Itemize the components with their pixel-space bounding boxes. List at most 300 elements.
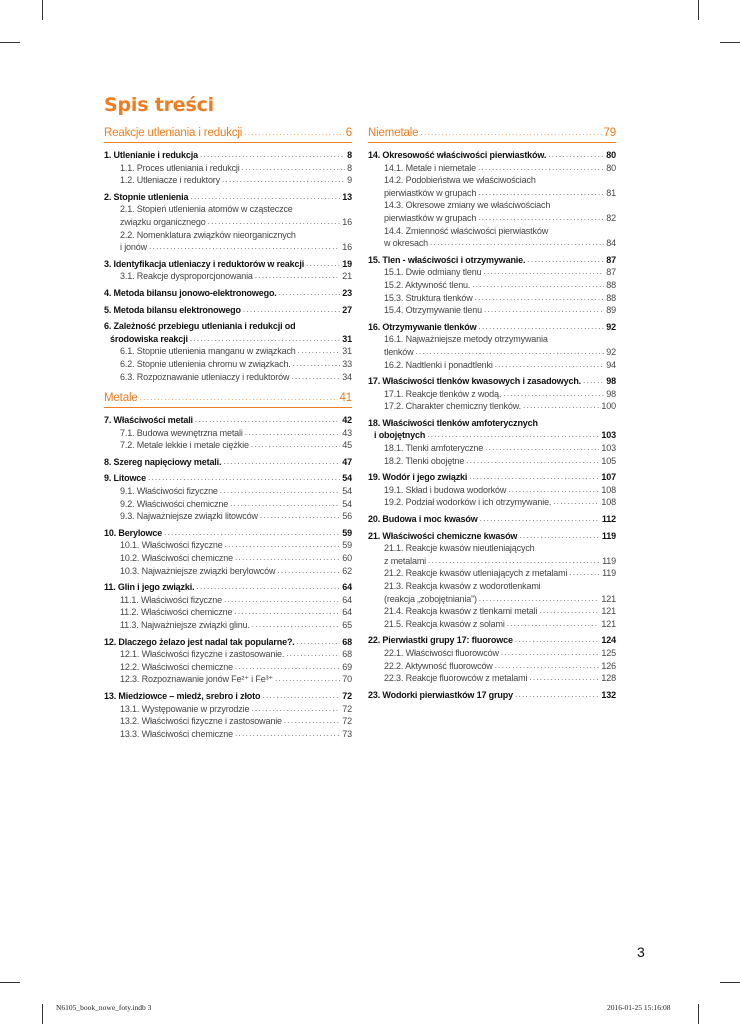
- dot-leader: [284, 715, 340, 728]
- toc-subentry[interactable]: [368, 199, 616, 212]
- toc-entry-title: 18.1. Tlenki amfoteryczne: [384, 443, 484, 454]
- dot-leader: [225, 539, 341, 552]
- toc-entry-title: 15.4. Otrzymywanie tlenu: [384, 305, 482, 316]
- toc-entry-title: 11.2. Właściwości chemiczne: [120, 607, 233, 618]
- toc-page-number: 72: [342, 716, 352, 727]
- toc-entry-title: środowiska reakcji: [110, 333, 188, 344]
- toc-subentry[interactable]: [104, 162, 352, 175]
- toc-entry-title: Metale: [104, 392, 138, 405]
- toc-page-number: 31: [342, 333, 352, 344]
- toc-page-number: 121: [601, 606, 616, 617]
- toc-entry-title: 12.2. Właściwości chemiczne: [120, 661, 233, 672]
- toc-subentry[interactable]: [368, 580, 616, 593]
- toc-page-number: 43: [342, 427, 352, 438]
- toc-chapter[interactable]: [104, 149, 352, 162]
- toc-page-number: 119: [602, 568, 616, 579]
- toc-page-number: 124: [601, 635, 616, 646]
- dot-leader: [255, 270, 341, 283]
- toc-page-number: 56: [342, 511, 352, 522]
- toc-chapter[interactable]: [104, 258, 352, 271]
- toc-subentry[interactable]: [368, 484, 616, 497]
- toc-chapter[interactable]: [368, 254, 616, 267]
- toc-page-number: 41: [339, 392, 352, 405]
- crop-mark: [0, 42, 20, 43]
- toc-entry-title: 13.3. Właściwości chemiczne: [120, 728, 233, 739]
- toc-entry-title: 16. Otrzymywanie tlenków: [368, 321, 477, 332]
- toc-entry-title: 1. Utlenianie i redukcja: [104, 150, 198, 160]
- toc-entry-title: tlenków: [384, 346, 414, 357]
- toc-page-number: 121: [601, 593, 616, 604]
- dot-leader: [190, 191, 340, 204]
- toc-page-number: 100: [601, 401, 616, 412]
- toc-chapter[interactable]: [368, 321, 616, 334]
- toc-entry-title: 21.2. Reakcje kwasów utleniających z metalami: [384, 568, 568, 579]
- dot-leader: [149, 241, 340, 254]
- toc-page-number: 112: [601, 514, 616, 525]
- dot-leader: [529, 672, 599, 685]
- toc-entry-title: pierwiastków w grupach: [384, 212, 477, 223]
- dot-leader: [279, 287, 341, 300]
- toc-chapter[interactable]: [104, 191, 352, 204]
- toc-chapter[interactable]: [368, 634, 616, 647]
- dot-leader: [475, 292, 605, 305]
- dot-leader: [427, 429, 599, 442]
- dot-leader: [483, 266, 604, 279]
- toc-page-number: 121: [601, 618, 616, 629]
- toc-page-number: 119: [602, 555, 616, 566]
- dot-leader: [515, 689, 599, 702]
- toc-entry-title: 19.1. Skład i budowa wodorków: [384, 484, 507, 495]
- dot-leader: [515, 634, 600, 647]
- toc-entry-title: 18. Właściwości tlenków amfoterycznych: [368, 417, 538, 428]
- dot-leader: [527, 254, 604, 267]
- crop-mark: [698, 1004, 699, 1024]
- toc-entry-title: 7.1. Budowa wewnętrzna metali: [120, 427, 243, 438]
- crop-mark: [720, 42, 740, 43]
- toc-entry-title: 13. Miedziowce – miedź, srebro i złoto: [104, 690, 261, 701]
- toc-subentry[interactable]: [368, 162, 616, 175]
- page-number: 3: [637, 944, 645, 960]
- toc-entry-title: 23. Wodorki pierwiastków 17 grupy: [368, 689, 513, 700]
- toc-subentry[interactable]: [104, 565, 352, 578]
- toc-page-number: 105: [601, 455, 616, 466]
- dot-leader: [503, 388, 604, 401]
- toc-entry-title: i jonów: [120, 242, 147, 253]
- dot-leader: [196, 581, 340, 594]
- dot-leader: [466, 455, 599, 468]
- toc-entry-title: 21.3. Reakcja kwasów z wodorotlenkami: [384, 581, 541, 591]
- dot-leader: [478, 187, 604, 200]
- dot-leader: [485, 442, 599, 455]
- dot-leader: [223, 456, 340, 469]
- dot-leader: [252, 619, 340, 632]
- toc-subentry[interactable]: [368, 455, 616, 468]
- toc-subentry[interactable]: [104, 703, 352, 716]
- toc-page-number: 98: [606, 376, 616, 387]
- toc-subentry[interactable]: [104, 371, 352, 384]
- toc-subentry[interactable]: [368, 400, 616, 413]
- toc-page-number: 31: [342, 346, 352, 357]
- dot-leader: [245, 427, 341, 440]
- toc-subentry[interactable]: [104, 728, 352, 741]
- dot-leader: [306, 258, 340, 271]
- toc-subentry[interactable]: [368, 567, 616, 580]
- toc-chapter[interactable]: [104, 456, 352, 469]
- toc-entry-title: 4. Metoda bilansu jonowo-elektronowego.: [104, 287, 277, 298]
- toc-entry-title: 12.3. Rozpoznawanie jonów Fe²⁺ i Fe³⁺: [120, 674, 274, 685]
- toc-section[interactable]: [104, 391, 352, 408]
- toc-page-number: 132: [601, 689, 616, 700]
- dot-leader: [297, 636, 341, 649]
- toc-page-number: 34: [342, 371, 352, 382]
- dot-leader: [478, 321, 604, 334]
- toc-page-number: 59: [342, 527, 352, 538]
- toc-page-number: 98: [606, 388, 616, 399]
- toc-entry-title: 22. Pierwiastki grupy 17: fluorowce: [368, 635, 513, 646]
- toc-page-number: 68: [342, 636, 352, 647]
- dot-leader: [208, 216, 341, 229]
- toc-page-number: 54: [342, 498, 352, 509]
- dot-leader: [298, 345, 341, 358]
- toc-page-number: 69: [342, 661, 352, 672]
- dot-leader: [222, 174, 345, 187]
- dot-leader: [230, 498, 340, 511]
- toc-entry-title: 6. Zależność przebiegu utleniania i redukcji od: [104, 321, 296, 332]
- toc-subentry[interactable]: [368, 605, 616, 618]
- toc-subentry[interactable]: [368, 187, 616, 200]
- toc-entry-title: 11.3. Najważniejsze związki glinu.: [120, 620, 250, 630]
- dot-leader: [235, 552, 340, 565]
- dot-leader: [234, 606, 340, 619]
- toc-page-number: 13: [342, 191, 352, 202]
- toc-right-column: [368, 126, 616, 701]
- toc-subentry[interactable]: [368, 672, 616, 685]
- toc-chapter[interactable]: [104, 636, 352, 649]
- toc-entry-title: 1.1. Proces utleniania i redukcji: [120, 162, 240, 173]
- toc-subentry[interactable]: [368, 237, 616, 250]
- toc-page-number: 108: [601, 484, 616, 495]
- toc-page-number: 82: [606, 212, 616, 223]
- toc-entry-title: 14.3. Okresowe zmiany we właściwościach: [384, 200, 551, 211]
- toc-entry-title: 17. Właściwości tlenków kwasowych i zasadowych.: [368, 376, 582, 387]
- toc-entry-title: 2. Stopnie utlenienia: [104, 191, 189, 202]
- toc-subentry[interactable]: [368, 266, 616, 279]
- toc-entry-title: 10.2. Właściwości chemiczne: [120, 553, 233, 564]
- toc-page-number: 64: [342, 594, 352, 605]
- toc-page-number: 108: [601, 497, 616, 508]
- toc-entry-title: 17.1. Reakcje tlenków z wodą.: [384, 388, 502, 399]
- toc-page-number: 21: [342, 271, 352, 282]
- toc-entry-title: 3.1. Reakcje dysproporcjonowania: [120, 271, 253, 282]
- toc-entry-title: 1.2. Utleniacze i reduktory: [120, 175, 220, 186]
- toc-entry-title: 5. Metoda bilansu elektronowego: [104, 304, 241, 315]
- toc-chapter[interactable]: [104, 414, 352, 427]
- toc-entry-title: związku organicznego: [120, 216, 206, 227]
- toc-page-number: 33: [342, 358, 352, 369]
- toc-page-number: 126: [601, 660, 616, 671]
- toc-entry-title: 19. Wodór i jego związki: [368, 472, 468, 483]
- toc-entry-title: 6.2. Stopnie utlenienia chromu w związkach.: [120, 358, 291, 369]
- toc-entry-title: 16.1. Najważniejsze metody otrzymywania: [384, 334, 548, 345]
- toc-chapter[interactable]: [368, 149, 616, 162]
- toc-page-number: 79: [603, 127, 616, 139]
- toc-chapter[interactable]: [368, 429, 616, 442]
- toc-page-number: 9: [347, 175, 352, 186]
- toc-entry-title: 7.2. Metale lekkie i metale ciężkie: [120, 440, 249, 451]
- dot-leader: [235, 661, 340, 674]
- toc-entry-title: 9.2. Właściwości chemiczne: [120, 498, 229, 509]
- toc-chapter[interactable]: [104, 304, 352, 317]
- dot-leader: [251, 703, 340, 716]
- toc-subentry[interactable]: [104, 594, 352, 607]
- toc-subentry[interactable]: [368, 174, 616, 187]
- crop-mark: [720, 982, 740, 983]
- toc-entry-title: pierwiastków w grupach: [384, 187, 477, 198]
- toc-chapter[interactable]: [104, 320, 352, 333]
- crop-mark: [698, 0, 699, 20]
- toc-entry-title: 12. Dlaczego żelazo jest nadal tak popularne?.: [104, 636, 295, 647]
- toc-chapter[interactable]: [104, 287, 352, 300]
- dot-leader: [242, 162, 346, 175]
- toc-subentry[interactable]: [368, 647, 616, 660]
- toc-entry-title: 17.2. Charakter chemiczny tlenków.: [384, 401, 521, 412]
- dot-leader: [478, 212, 604, 225]
- toc-subentry[interactable]: [104, 606, 352, 619]
- toc-subentry[interactable]: [104, 661, 352, 674]
- toc-page-number: 72: [342, 703, 352, 714]
- toc-page-number: 119: [601, 530, 616, 541]
- toc-page-number: 107: [601, 472, 616, 483]
- toc-page-number: 54: [342, 486, 352, 497]
- toc-entry-title: 10.3. Najważniejsze związki berylowców: [120, 565, 276, 576]
- dot-leader: [220, 485, 341, 498]
- toc-subentry[interactable]: [368, 212, 616, 225]
- toc-entry-title: 21.1. Reakcje kwasów nieutleniających: [384, 543, 535, 554]
- toc-chapter[interactable]: [368, 513, 616, 526]
- toc-entry-title: 11.1. Właściwości fizyczne: [120, 594, 222, 605]
- toc-entry-title: 6.3. Rozpoznawanie utleniaczy i reduktorów: [120, 371, 290, 382]
- toc-subentry[interactable]: [368, 593, 616, 606]
- toc-chapter[interactable]: [368, 689, 616, 702]
- dot-leader: [420, 126, 601, 140]
- toc-entry-title: 10. Berylowce: [104, 527, 163, 538]
- toc-subentry[interactable]: [368, 279, 616, 292]
- footer-file: N6105_book_nowe_foty.indb 3: [56, 1003, 152, 1012]
- toc-subentry[interactable]: [104, 216, 352, 229]
- dot-leader: [235, 728, 340, 741]
- toc-page-number: 62: [342, 565, 352, 576]
- toc-page-number: 47: [342, 456, 352, 467]
- toc-entry-title: 20. Budowa i moc kwasów: [368, 514, 478, 525]
- toc-entry-title: 21.4. Reakcja kwasów z tlenkami metali: [384, 606, 538, 617]
- toc-chapter[interactable]: [104, 690, 352, 703]
- page-title: Spis treści: [104, 94, 214, 116]
- toc-page-number: 70: [342, 674, 352, 685]
- toc-entry-title: 9.3. Najważniejsze związki litowców: [120, 511, 258, 522]
- toc-subentry[interactable]: [368, 555, 616, 568]
- toc-subentry[interactable]: [104, 510, 352, 523]
- dot-leader: [507, 618, 600, 631]
- dot-leader: [164, 527, 340, 540]
- toc-subentry[interactable]: [104, 485, 352, 498]
- dot-leader: [430, 237, 604, 250]
- toc-left-column: [104, 126, 352, 740]
- toc-entry-title: 14.4. Zmienność właściwości pierwiastków: [384, 225, 549, 236]
- toc-chapter[interactable]: [104, 527, 352, 540]
- toc-page-number: 80: [606, 162, 616, 173]
- toc-entry-title: i obojętnych: [374, 430, 426, 441]
- toc-page-number: 45: [342, 440, 352, 451]
- toc-page-number: 27: [342, 304, 352, 315]
- toc-subentry[interactable]: [368, 442, 616, 455]
- dot-leader: [495, 359, 605, 372]
- toc-subentry[interactable]: [368, 542, 616, 555]
- toc-page-number: 65: [342, 620, 352, 630]
- toc-page-number: 103: [601, 443, 616, 454]
- dot-leader: [293, 358, 341, 371]
- toc-entry-title: z metalami: [384, 555, 427, 566]
- dot-leader: [140, 391, 338, 405]
- toc-entry-title: 19.2. Podział wodorków i ich otrzymywanie.: [384, 497, 552, 508]
- toc-subentry[interactable]: [104, 673, 352, 686]
- dot-leader: [428, 555, 600, 568]
- toc-page-number: 19: [342, 258, 352, 269]
- dot-leader: [548, 149, 604, 162]
- toc-entry-title: 3. Identyfikacja utleniaczy i reduktorów w reakcji: [104, 258, 305, 269]
- dot-leader: [251, 439, 340, 452]
- toc-entry-title: 22.3. Reakcje fluorowców z metalami: [384, 673, 528, 684]
- toc-entry-title: 11. Glin i jego związki.: [104, 582, 195, 593]
- toc-entry-title: 22.1. Właściwości fluorowców: [384, 647, 499, 658]
- dot-leader: [472, 279, 604, 292]
- toc-chapter[interactable]: [368, 375, 616, 388]
- toc-subentry[interactable]: [104, 619, 352, 632]
- toc-subentry[interactable]: [104, 715, 352, 728]
- toc-entry-title: Niemetale: [368, 127, 419, 139]
- dot-leader: [523, 400, 599, 413]
- toc-entry-title: 21.5. Reakcja kwasów z solami: [384, 618, 505, 629]
- toc-page-number: 94: [606, 359, 616, 370]
- dot-leader: [262, 690, 340, 703]
- toc-page-number: 84: [606, 238, 616, 249]
- section-gap: [104, 383, 352, 391]
- toc-chapter[interactable]: [368, 530, 616, 543]
- crop-mark: [42, 1004, 43, 1024]
- toc-section[interactable]: [368, 126, 616, 143]
- dot-leader: [415, 346, 604, 359]
- toc-subentry[interactable]: [368, 660, 616, 673]
- dot-leader: [275, 673, 340, 686]
- toc-subentry[interactable]: [104, 648, 352, 661]
- toc-subentry[interactable]: [104, 270, 352, 283]
- toc-page-number: 89: [606, 305, 616, 316]
- toc-chapter[interactable]: [104, 472, 352, 485]
- toc-subentry[interactable]: [104, 203, 352, 216]
- dot-leader: [224, 594, 340, 607]
- toc-page-number: 64: [342, 582, 352, 593]
- toc-subentry[interactable]: [368, 225, 616, 238]
- toc-entry-title: 21. Właściwości chemiczne kwasów: [368, 530, 518, 541]
- toc-subentry[interactable]: [104, 498, 352, 511]
- toc-subentry[interactable]: [368, 333, 616, 346]
- toc-page-number: 8: [347, 150, 352, 160]
- toc-subentry[interactable]: [104, 539, 352, 552]
- toc-page-number: 16: [342, 242, 352, 253]
- dot-leader: [190, 333, 340, 346]
- toc-page-number: 42: [342, 415, 352, 426]
- footer-timestamp: 2016-01-25 15:16:08: [607, 1003, 671, 1012]
- toc-entry-title: w okresach: [384, 238, 429, 249]
- toc-subentry[interactable]: [368, 346, 616, 359]
- toc-entry-title: 13.1. Występowanie w przyrodzie: [120, 703, 250, 714]
- toc-subentry[interactable]: [368, 618, 616, 631]
- toc-entry-title: 12.1. Właściwości fizyczne i zastosowanie.: [120, 649, 285, 660]
- toc-subentry[interactable]: [104, 229, 352, 242]
- toc-entry-title: 15.1. Dwie odmiany tlenu: [384, 267, 482, 278]
- toc-entry-title: 2.2. Nomenklatura związków nieorganicznych: [120, 229, 296, 240]
- toc-page-number: 92: [606, 346, 616, 357]
- toc-chapter[interactable]: [104, 333, 352, 346]
- toc-page-number: 87: [606, 267, 616, 278]
- toc-entry-title: 14.1. Metale i niemetale: [384, 162, 476, 173]
- dot-leader: [478, 162, 604, 175]
- toc-chapter[interactable]: [104, 581, 352, 594]
- toc-entry-title: 16.2. Nadtlenki i ponadtlenki: [384, 359, 493, 370]
- toc-section[interactable]: [104, 126, 352, 143]
- toc-page-number: 80: [606, 150, 616, 160]
- dot-leader: [508, 484, 599, 497]
- toc-entry-title: Reakcje utleniania i redukcji: [104, 127, 243, 139]
- toc-page-number: 88: [606, 292, 616, 303]
- toc-subentry[interactable]: [368, 359, 616, 372]
- toc-subentry[interactable]: [104, 552, 352, 565]
- toc-subentry[interactable]: [368, 292, 616, 305]
- toc-entry-title: 9. Litowce: [104, 473, 147, 484]
- dot-leader: [519, 530, 600, 543]
- toc-subentry[interactable]: [104, 358, 352, 371]
- toc-entry-title: 15. Tlen - właściwości i otrzymywanie.: [368, 254, 526, 265]
- toc-subentry[interactable]: [104, 345, 352, 358]
- toc-page-number: 73: [342, 728, 352, 739]
- toc-page-number: 125: [601, 647, 616, 658]
- toc-entry-title: 14. Okresowość właściwości pierwiastków.: [368, 150, 547, 160]
- toc-chapter[interactable]: [368, 471, 616, 484]
- toc-entry-title: 7. Właściwości metali: [104, 415, 193, 426]
- toc-subentry[interactable]: [104, 174, 352, 187]
- toc-subentry[interactable]: [104, 439, 352, 452]
- toc-page-number: 103: [601, 430, 616, 441]
- toc-subentry[interactable]: [368, 388, 616, 401]
- toc-entry-title: 15.2. Aktywność tlenu.: [384, 279, 471, 290]
- toc-entry-title: 15.3. Struktura tlenków: [384, 292, 473, 303]
- dot-leader: [244, 126, 344, 140]
- toc-subentry[interactable]: [368, 304, 616, 317]
- toc-page-number: 92: [606, 321, 616, 332]
- dot-leader: [583, 375, 604, 388]
- toc-entry-title: 18.2. Tlenki obojętne: [384, 455, 465, 466]
- toc-page-number: 23: [342, 287, 352, 298]
- toc-page-number: 68: [342, 649, 352, 660]
- toc-entry-title: (reakcja „zobojętniania”): [384, 593, 477, 604]
- toc-subentry[interactable]: [104, 427, 352, 440]
- toc-page-number: 16: [342, 216, 352, 227]
- toc-subentry[interactable]: [104, 241, 352, 254]
- dot-leader: [195, 414, 340, 427]
- dot-leader: [495, 660, 600, 673]
- toc-subentry[interactable]: [368, 496, 616, 509]
- toc-chapter[interactable]: [368, 417, 616, 430]
- toc-page-number: 6: [345, 127, 352, 139]
